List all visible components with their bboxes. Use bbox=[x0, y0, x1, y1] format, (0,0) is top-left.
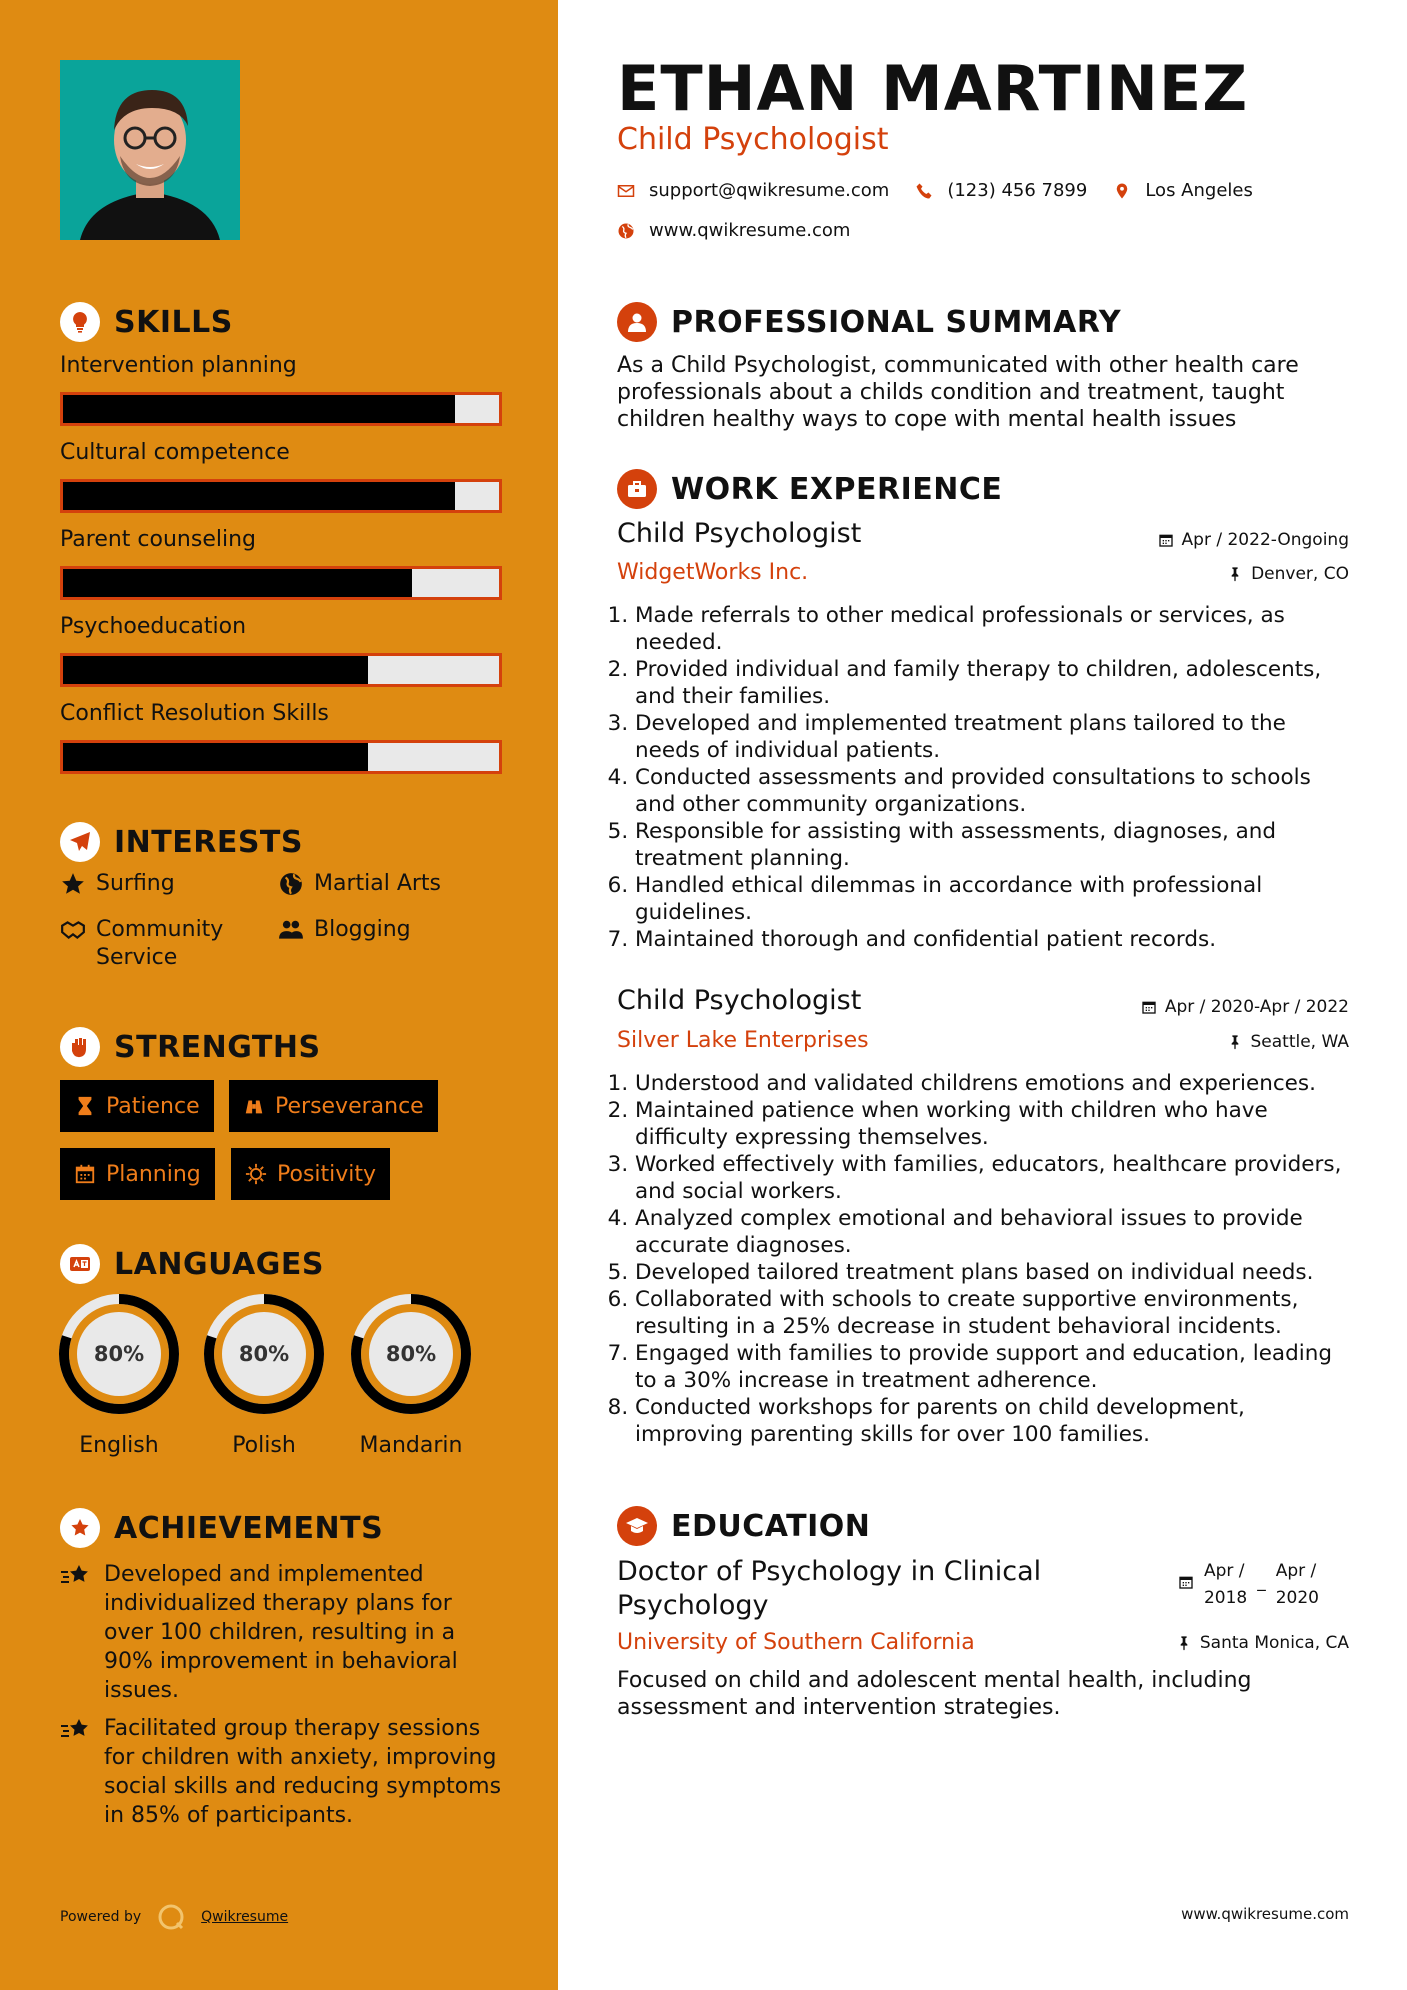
job-location-text: Seattle, WA bbox=[1250, 1032, 1349, 1052]
language-percent: 80% bbox=[93, 1342, 145, 1366]
education-end-year: 2020 bbox=[1275, 1588, 1319, 1608]
strengths-heading bbox=[60, 1027, 321, 1067]
pushpin-icon bbox=[1176, 1635, 1192, 1651]
interests-heading bbox=[60, 822, 303, 862]
skill-item bbox=[60, 350, 502, 426]
skill-bar bbox=[60, 740, 502, 774]
job-dates-text: Apr / 2020-Apr / 2022 bbox=[1164, 997, 1349, 1017]
education-degree: Doctor of Psychology in Clinical Psychology bbox=[617, 1556, 1042, 1621]
education-date-separator: _ bbox=[1257, 1572, 1266, 1592]
contact-website[interactable]: www.qwikresume.com bbox=[649, 220, 851, 241]
education-location-text: Santa Monica, CA bbox=[1199, 1633, 1349, 1653]
contact-phone: (123) 456 7899 bbox=[947, 180, 1088, 201]
language-percent: 80% bbox=[238, 1342, 290, 1366]
skill-item bbox=[60, 524, 502, 600]
duty-item: 7. Maintained thorough and confidential patient records. bbox=[635, 926, 1352, 953]
achievement-item bbox=[60, 1714, 505, 1830]
strength-label: Positivity bbox=[277, 1161, 377, 1187]
map-pin-icon bbox=[1113, 182, 1131, 200]
candidate-role: Child Psychologist bbox=[617, 122, 889, 157]
job-duties bbox=[617, 1070, 1352, 1448]
interest-label: Martial Arts bbox=[314, 871, 442, 896]
interest-item bbox=[278, 870, 441, 898]
skill-label: Intervention planning bbox=[60, 353, 297, 378]
languages-title: LANGUAGES bbox=[114, 1246, 324, 1282]
job-company: Silver Lake Enterprises bbox=[617, 1028, 869, 1053]
strengths-title: STRENGTHS bbox=[114, 1029, 321, 1065]
users-icon bbox=[278, 917, 304, 943]
education-start bbox=[1204, 1558, 1247, 1612]
job-company: WidgetWorks Inc. bbox=[617, 560, 809, 585]
hourglass-icon bbox=[74, 1095, 96, 1117]
strength-label: Patience bbox=[106, 1093, 200, 1119]
achievement-item bbox=[60, 1560, 505, 1705]
job-location bbox=[1227, 1032, 1350, 1052]
user-icon bbox=[617, 302, 657, 342]
language-ring bbox=[58, 1293, 180, 1415]
phone-icon bbox=[915, 182, 933, 200]
contact-email[interactable]: support@qwikresume.com bbox=[649, 180, 890, 201]
duty-item: 3. Developed and implemented treatment plans tailored to the needs of individual patients. bbox=[635, 710, 1352, 764]
skill-bar-fill bbox=[63, 569, 412, 597]
education-end bbox=[1276, 1558, 1319, 1612]
language-name: Mandarin bbox=[359, 1433, 463, 1458]
calendar-icon bbox=[1141, 999, 1157, 1015]
job-title: Child Psychologist bbox=[617, 985, 862, 1016]
fist-icon bbox=[60, 1027, 100, 1067]
interest-label: Blogging bbox=[314, 917, 411, 942]
achievement-text: Facilitated group therapy sessions for children with anxiety, improving social skills and reducing symptoms in 85% of participants. bbox=[104, 1716, 502, 1828]
duty-item: 6. Collaborated with schools to create supportive environments, resulting in a 25% decrease in student behavioral incidents. bbox=[635, 1286, 1352, 1340]
envelope-icon bbox=[617, 182, 635, 200]
duty-item: 1. Made referrals to other medical professionals or services, as needed. bbox=[635, 602, 1352, 656]
sidebar bbox=[0, 0, 558, 1990]
skill-bar-fill bbox=[63, 482, 455, 510]
language-ring bbox=[350, 1293, 472, 1415]
skill-label: Cultural competence bbox=[60, 440, 290, 465]
calendar-icon bbox=[1178, 1574, 1194, 1590]
skills-title: SKILLS bbox=[114, 304, 233, 340]
calendar-icon bbox=[74, 1163, 96, 1185]
achievement-text: Developed and implemented individualized therapy plans for over 100 children, resulting in a 90% improvement in behavioral issues. bbox=[104, 1562, 458, 1703]
sun-icon bbox=[245, 1163, 267, 1185]
education-start-month: Apr / bbox=[1203, 1561, 1245, 1581]
candidate-name: ETHAN MARTINEZ bbox=[617, 52, 1249, 125]
duty-item: 7. Engaged with families to provide support and education, leading to a 30% increase in treatment adherence. bbox=[635, 1340, 1352, 1394]
duty-item: 2. Provided individual and family therapy to children, adolescents, and their families. bbox=[635, 656, 1352, 710]
education-end-month: Apr / bbox=[1275, 1561, 1317, 1581]
education-location bbox=[1176, 1633, 1349, 1653]
graduation-icon bbox=[617, 1506, 657, 1546]
summary-text: As a Child Psychologist, communicated with other health care professionals about a childs condition and treatment, taught children healthy ways to cope with mental health issues bbox=[617, 353, 1299, 432]
interest-label: Surfing bbox=[96, 871, 175, 896]
skill-label: Parent counseling bbox=[60, 527, 256, 552]
language-item bbox=[203, 1293, 325, 1458]
education-start-year: 2018 bbox=[1203, 1588, 1248, 1608]
skill-bar bbox=[60, 566, 502, 600]
summary-heading bbox=[617, 302, 1121, 342]
skill-label: Conflict Resolution Skills bbox=[60, 701, 329, 726]
contact-location: Los Angeles bbox=[1145, 180, 1253, 201]
summary-title: PROFESSIONAL SUMMARY bbox=[671, 304, 1122, 340]
award-star-icon bbox=[60, 1508, 100, 1548]
skill-bar bbox=[60, 479, 502, 513]
achievements-title: ACHIEVEMENTS bbox=[114, 1510, 384, 1546]
duty-item: 5. Developed tailored treatment plans based on individual needs. bbox=[635, 1259, 1352, 1286]
experience-heading bbox=[617, 469, 1002, 509]
skill-bar-fill bbox=[63, 743, 368, 771]
duty-item: 4. Analyzed complex emotional and behavioral issues to provide accurate diagnoses. bbox=[635, 1205, 1352, 1259]
lightbulb-icon bbox=[60, 302, 100, 342]
job-duties bbox=[617, 602, 1352, 953]
skill-bar bbox=[60, 392, 502, 426]
pushpin-icon bbox=[1227, 566, 1243, 582]
translate-icon bbox=[60, 1244, 100, 1284]
job-location-text: Denver, CO bbox=[1251, 564, 1349, 584]
languages-heading bbox=[60, 1244, 324, 1284]
language-name: English bbox=[79, 1433, 159, 1458]
experience-title: WORK EXPERIENCE bbox=[671, 471, 1003, 507]
language-item bbox=[58, 1293, 180, 1458]
language-item bbox=[350, 1293, 472, 1458]
pushpin-icon bbox=[1227, 1034, 1243, 1050]
contact-row bbox=[617, 220, 850, 241]
job-dates-text: Apr / 2022-Ongoing bbox=[1181, 530, 1349, 550]
language-name: Polish bbox=[232, 1433, 296, 1458]
strength-label: Planning bbox=[106, 1161, 201, 1187]
interest-item bbox=[278, 916, 411, 944]
language-ring bbox=[203, 1293, 325, 1415]
skills-heading bbox=[60, 302, 233, 342]
skill-item bbox=[60, 611, 502, 687]
job-dates bbox=[1158, 530, 1349, 550]
education-description: Focused on child and adolescent mental health, including assessment and intervention strategies. bbox=[617, 1668, 1252, 1720]
handshake-icon bbox=[60, 917, 86, 943]
education-heading bbox=[617, 1506, 870, 1546]
education-school: University of Southern California bbox=[617, 1630, 975, 1655]
duty-item: 6. Handled ethical dilemmas in accordance with professional guidelines. bbox=[635, 872, 1352, 926]
globe-icon bbox=[278, 871, 304, 897]
skill-item bbox=[60, 437, 502, 513]
powered-by bbox=[60, 1903, 288, 1931]
skill-bar-fill bbox=[63, 656, 368, 684]
binoculars-icon bbox=[243, 1095, 265, 1117]
duty-item: 3. Worked effectively with families, educators, healthcare providers, and social workers. bbox=[635, 1151, 1352, 1205]
calendar-icon bbox=[1158, 532, 1174, 548]
duty-item: 5. Responsible for assisting with assessments, diagnoses, and treatment planning. bbox=[635, 818, 1352, 872]
skill-bar-fill bbox=[63, 395, 455, 423]
skill-item bbox=[60, 698, 502, 774]
education-dates bbox=[1178, 1558, 1319, 1612]
job-dates bbox=[1141, 997, 1349, 1017]
strength-label: Perseverance bbox=[275, 1093, 424, 1119]
duty-item: 1. Understood and validated childrens emotions and experiences. bbox=[635, 1070, 1352, 1097]
globe-icon bbox=[617, 222, 635, 240]
footer-url[interactable]: www.qwikresume.com bbox=[1181, 1905, 1349, 1923]
star-icon bbox=[60, 871, 86, 897]
duty-item: 4. Conducted assessments and provided consultations to schools and other community organizations. bbox=[635, 764, 1352, 818]
interest-item bbox=[60, 870, 175, 898]
interest-item bbox=[60, 916, 260, 972]
language-percent: 80% bbox=[385, 1342, 437, 1366]
shooting-star-icon bbox=[60, 1562, 92, 1590]
duty-item: 8. Conducted workshops for parents on child development, improving parenting skills for over 100 families. bbox=[635, 1394, 1352, 1448]
paper-plane-icon bbox=[60, 822, 100, 862]
duty-item: 2. Maintained patience when working with children who have difficulty expressing themselves. bbox=[635, 1097, 1352, 1151]
qwikresume-link[interactable]: Qwikresume bbox=[201, 1909, 289, 1925]
interests-title: INTERESTS bbox=[114, 824, 303, 860]
job-title: Child Psychologist bbox=[617, 518, 862, 549]
contact-row bbox=[617, 180, 1253, 201]
skill-bar bbox=[60, 653, 502, 687]
achievements-heading bbox=[60, 1508, 383, 1548]
job-location bbox=[1227, 564, 1349, 584]
powered-by-label: Powered by bbox=[60, 1909, 142, 1925]
education-title: EDUCATION bbox=[671, 1508, 871, 1544]
strength-badge bbox=[231, 1148, 390, 1200]
skill-label: Psychoeducation bbox=[60, 614, 247, 639]
strength-badge bbox=[60, 1148, 215, 1200]
shooting-star-icon bbox=[60, 1716, 92, 1744]
interest-label: Community Service bbox=[96, 917, 224, 970]
qwikresume-logo-icon bbox=[157, 1903, 185, 1931]
strength-badge bbox=[60, 1080, 214, 1132]
briefcase-icon bbox=[617, 469, 657, 509]
strength-badge bbox=[229, 1080, 438, 1132]
profile-photo bbox=[60, 60, 240, 240]
